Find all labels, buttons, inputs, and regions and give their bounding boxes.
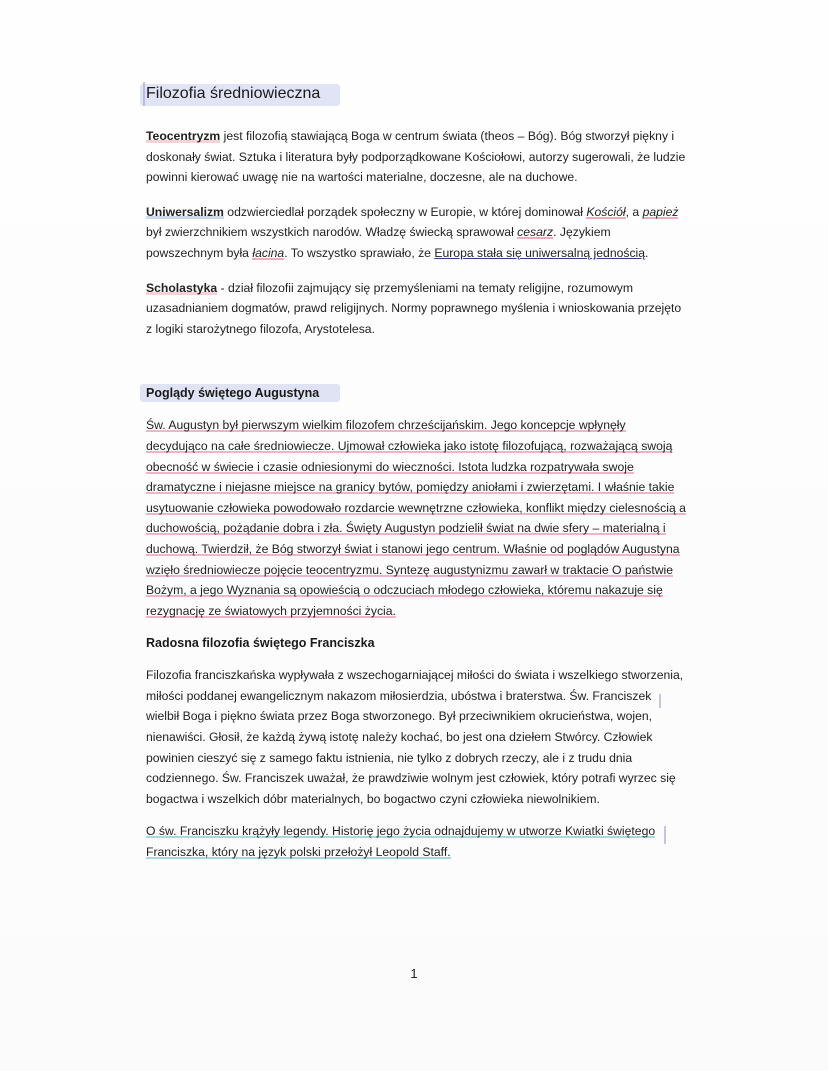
uniwersalizm-text-6: . — [645, 245, 649, 260]
page-number: 1 — [410, 966, 418, 981]
term-uniwersalizm: Uniwersalizm — [146, 204, 224, 219]
underlined-phrase: Europa stała się uniwersalną jednością — [434, 245, 646, 260]
paragraph-uniwersalizm — [146, 202, 686, 264]
word-cesarz: cesarz — [517, 225, 554, 240]
heading-franciszek-block — [146, 633, 375, 653]
uniwersalizm-text-5: . To wszystko sprawiało, że — [284, 245, 435, 260]
heading-franciszek: Radosna filozofia świętego Franciszka — [146, 636, 375, 651]
word-papiez: papież — [642, 204, 679, 219]
word-lacina: łacina — [252, 245, 285, 260]
page-title: Filozofia średniowieczna — [146, 85, 321, 102]
uniwersalizm-text-2: , a — [625, 204, 643, 219]
paragraph-scholastyka — [146, 278, 686, 340]
paragraph-franciszek-2 — [146, 821, 686, 862]
scholastyka-text: - dział filozofii zajmujący się przemyśleniami na tematy religijne, rozumowym uzasadnianiem dogmatów, prawd religijnych. Normy poprawnego myślenia i wnioskowania przejęto z logiki starożytnego filozofa, Arystotelesa. — [146, 280, 682, 336]
margin-mark — [143, 82, 145, 106]
franciszek-text-1: Filozofia franciszkańska wypływała z wszechogarniającej miłości do świata i wszelkiego stworzenia, miłości poddanej ewangelicznym nakazom miłosierdzia, ubóstwa i braterstwa. Św. Franciszek wielbił Boga i piękno świata przez Boga stworzonego. Był przeciwnikiem okrucieństwa, wojen, nienawiści. Głosił, że każdą żywą istotę należy kochać, bo jest ona dziełem Stwórcy. Człowiek powinien cieszyć się z samego faktu istnienia, nie tylko z dobrych rzeczy, ale i z trudu dnia codziennego. Św. Franciszek uważał, że prawdziwie wolnym jest człowiek, który potrafi wyrzec się bogactwa i wszelkich dóbr materialnych, bo bogactwo czyni człowieka niewolnikiem. — [146, 668, 684, 806]
word-kosciol: Kościół — [586, 204, 626, 219]
heading-augustyn: Poglądy świętego Augustyna — [146, 386, 320, 401]
term-scholastyka: Scholastyka — [146, 280, 218, 295]
uniwersalizm-text-4: . Językiem powszechnym była — [146, 225, 611, 260]
title-block — [146, 80, 320, 108]
augustyn-text: Św. Augustyn był pierwszym wielkim filozofem chrześcijańskim. Jego koncepcje wpłynęły decydująco na całe średniowiecze. Ujmował człowieka jako istotę filozofującą, rozważającą swoją obecność w świecie i czasie odniesionymi do wieczności. Istota ludzka rozpatrywała swoje dramatyczne i niejasne miejsce na granicy bytów, pomiędzy aniołami i zwierzętami. I właśnie takie usytuowanie człowieka powodowało rozdarcie wewnętrzne człowieka, konflikt między cielesnością a duchowością, pożądanie dobra i zła. Święty Augustyn podzielił świat na dwie sfery – materialną i duchową. Twierdził, że Bóg stworzył świat i stanowi jego centrum. Właśnie od poglądów Augustyna wzięło średniowiecze pojęcie teocentryzmu. Syntezę augustynizmu zawarł w traktacie O państwie Bożym, a jego Wyznania są opowieścią o odczuciach młodego człowieka, któremu nakazuje się rezygnację ze światowych przyjemności życia. — [146, 418, 686, 618]
margin-mark — [664, 826, 666, 844]
heading-augustyn-block — [146, 383, 319, 403]
uniwersalizm-text-3: był zwierzchnikiem wszystkich narodów. Władzę świecką sprawował — [146, 225, 518, 240]
margin-mark — [659, 694, 661, 708]
paragraph-franciszek-1 — [146, 665, 686, 809]
document-content — [146, 80, 686, 863]
franciszek-text-2: O św. Franciszku krążyły legendy. Historię jego życia odnajdujemy w utworze Kwiatki świętego Franciszka, który na język polski przełożył Leopold Staff. — [146, 824, 656, 860]
term-teocentryzm: Teocentryzm — [146, 129, 221, 143]
uniwersalizm-text-1: odzwierciedlał porządek społeczny w Europie, w której dominował — [223, 204, 587, 219]
teocentryzm-text: jest filozofią stawiającą Boga w centrum świata (theos – Bóg). Bóg stworzył piękny i doskonały świat. Sztuka i literatura były podporządkowane Kościołowi, autorzy sugerowali, że ludzie powinni kierować uwagę nie na wartości materialne, doczesne, ale na duchowe. — [146, 129, 686, 185]
paragraph-teocentryzm — [146, 126, 686, 188]
paragraph-augustyn — [146, 415, 686, 621]
